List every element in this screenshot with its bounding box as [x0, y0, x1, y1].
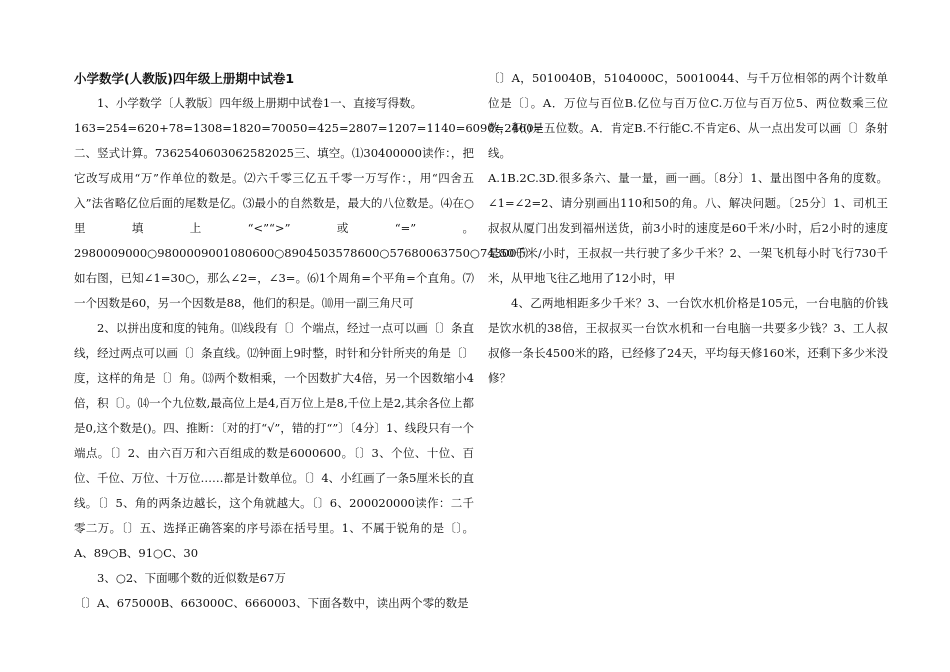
paragraph-calc-fill: 163=254=620+78=1308=1820=70050=425=2807=1207=1140=6090=2460=二、竖式计算。7362540603062582025三、填空。⑴30400000读作：，把它改写成用“万”作单位的数是。⑵六千零三亿五千零一万写作：，用“四舍五入”法省略亿位后面的尾数是亿。⑶最小的自然数是，最大的八位数是。⑷在○里填上“<”“>”或“=”。2980009000○9800009001080600○8904503578600○57680063750○74300⑸如右图，已知∠1=30○，那么∠2=，∠3=。⑹1个周角=个平角=个直角。⑺一个因数是60，另一个因数是88，他们的积是。⑽用一副三角尺可 — [74, 121, 544, 310]
page-title: 小学数学(人教版)四年级上册期中试卷1 — [74, 71, 295, 86]
paragraph-measure-solve: A.1B.2C.3D.很多条六、量一量，画一画。〔8分〕1、量出图中各角的度数。∠1=∠2=2、请分别画出110和50的角。八、解决问题。〔25分〕1、司机王叔叔从厦门出发到福州送货，前3小时的速度是60千米/小时，后2小时的速度是50千米/小时，王叔叔一共行驶了多少千米？2、一架飞机每小时飞行730千米，从甲地飞往乙地用了12小时，甲 — [488, 171, 888, 285]
paragraph-choice: 〔〕A，5010040B，5104000C，50010044、与千万位相邻的两个计数单位是〔〕。A．万位与百位B.亿位与百万位C.万位与百万位5、两位数乘三位数，积()是五位数。A．肯定B.不行能C.不肯定6、从一点出发可以画〔〕条射线。 — [488, 71, 888, 160]
paragraph-judge: 2、以拼出度和度的钝角。⑾线段有〔〕个端点，经过一点可以画〔〕条直线，经过两点可以画〔〕条直线。⑿钟面上9时整，时针和分针所夹的角是〔〕度，这样的角是〔〕角。⒀两个数相乘，一个因数扩大4倍，另一个因数缩小4倍，积〔〕。⒁一个九位数,最高位上是4,百万位上是8,千位上是2,其余各位上都是0,这个数是()。四、推断：〔对的打“√”，错的打“”〕〔4分〕1、线段只有一个端点。〔〕2、由六百万和六百组成的数是6000600。〔〕3、个位、十位、百位、千位、万位、十万位……都是计数单位。〔〕4、小红画了一条5厘米长的直线。〔〕5、角的两条边越长，这个角就越大。〔〕6、200020000读作：二千零二万。〔〕五、选择正确答案的序号添在括号里。1、不属于锐角的是〔〕。A、89○B、91○C、30 — [74, 321, 474, 560]
paragraph-problems: 4、乙两地相距多少千米？3、一台饮水机价格是105元，一台电脑的价钱是饮水机的38倍，王叔叔买一台饮水机和一台电脑一共要多少钱？3、工人叔叔修一条长4500米的路，已经修了24天，平均每天修160米，还剩下多少米没修？ — [488, 296, 888, 385]
left-column — [74, 66, 544, 616]
paragraph-intro: 1、小学数学〔人教版〕四年级上册期中试卷1一、直接写得数。 — [97, 96, 423, 110]
paragraph-approx: 3、○2、下面哪个数的近似数是67万 — [97, 571, 286, 585]
right-column — [488, 66, 888, 391]
paragraph-options: 〔〕A、675000B、663000C、6660003、下面各数中，读出两个零的数是 — [74, 596, 469, 610]
